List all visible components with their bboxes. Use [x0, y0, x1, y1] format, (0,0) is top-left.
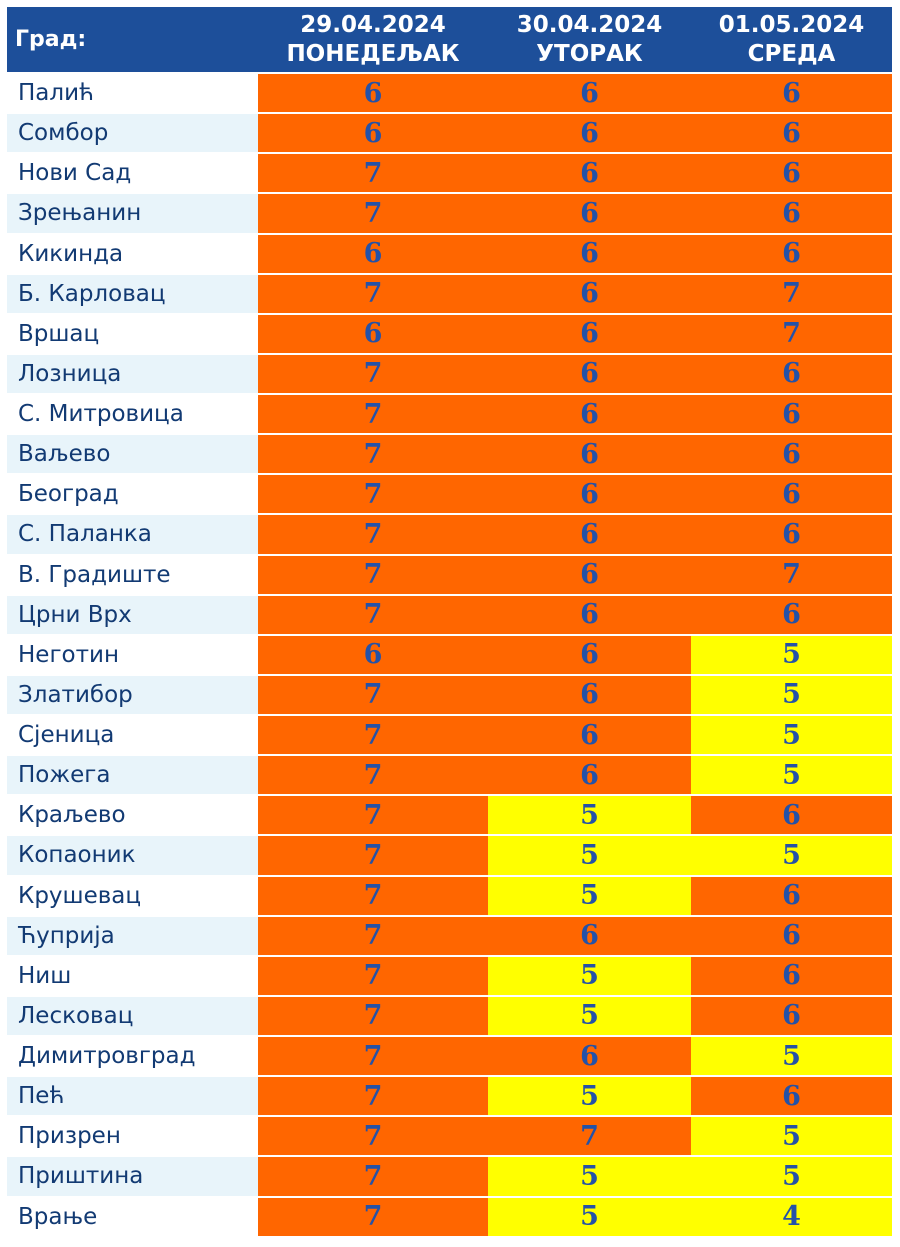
uv-value-cell: 7: [258, 997, 488, 1037]
day-weekday: СРЕДА: [747, 40, 836, 67]
uv-value-cell: 5: [488, 1077, 691, 1117]
uv-value-cell: 5: [691, 1037, 892, 1077]
table-row: [7, 957, 892, 997]
table-row: [7, 275, 892, 315]
uv-value-cell: 6: [691, 877, 892, 917]
uv-value-cell: 7: [258, 435, 488, 475]
city-name: Врање: [7, 1198, 258, 1238]
city-name: Сомбор: [7, 114, 258, 154]
city-name: В. Градиште: [7, 556, 258, 596]
table-header-row: [7, 7, 892, 74]
table-row: [7, 395, 892, 435]
uv-value-cell: 7: [258, 877, 488, 917]
city-name: Вршац: [7, 315, 258, 355]
city-name: Краљево: [7, 796, 258, 836]
uv-value-cell: 6: [691, 515, 892, 555]
uv-value-cell: 6: [488, 74, 691, 114]
uv-value-cell: 5: [691, 1157, 892, 1197]
table-row: [7, 796, 892, 836]
uv-value-cell: 6: [691, 475, 892, 515]
table-row: [7, 74, 892, 114]
uv-value-cell: 7: [258, 194, 488, 234]
table-row: [7, 1037, 892, 1077]
uv-value-cell: 7: [258, 475, 488, 515]
uv-value-cell: 6: [488, 596, 691, 636]
uv-value-cell: 7: [258, 556, 488, 596]
uv-value-cell: 5: [488, 877, 691, 917]
uv-value-cell: 7: [258, 1117, 488, 1157]
uv-value-cell: 6: [691, 796, 892, 836]
uv-value-cell: 5: [488, 836, 691, 876]
day-date: 01.05.2024: [718, 11, 865, 38]
table-row: [7, 636, 892, 676]
uv-value-cell: 7: [488, 1117, 691, 1157]
table-row: [7, 235, 892, 275]
uv-value-cell: 7: [258, 756, 488, 796]
city-name: С. Митровица: [7, 395, 258, 435]
table-body: [7, 74, 892, 1238]
table-row: [7, 556, 892, 596]
table-row: [7, 114, 892, 154]
city-column-header: Град:: [7, 7, 258, 74]
table-row: [7, 194, 892, 234]
uv-value-cell: 6: [488, 435, 691, 475]
uv-value-cell: 6: [488, 275, 691, 315]
uv-value-cell: 6: [488, 756, 691, 796]
day-date: 29.04.2024: [300, 11, 446, 38]
uv-value-cell: 6: [691, 997, 892, 1037]
city-name: Кикинда: [7, 235, 258, 275]
uv-value-cell: 6: [691, 917, 892, 957]
uv-value-cell: 6: [691, 596, 892, 636]
day-date: 30.04.2024: [516, 11, 663, 38]
city-name: Ниш: [7, 957, 258, 997]
uv-value-cell: 6: [691, 154, 892, 194]
uv-value-cell: 7: [258, 515, 488, 555]
uv-value-cell: 6: [691, 957, 892, 997]
city-name: Лозница: [7, 355, 258, 395]
uv-value-cell: 6: [488, 515, 691, 555]
uv-value-cell: 6: [691, 355, 892, 395]
uv-value-cell: 6: [488, 154, 691, 194]
uv-value-cell: 6: [258, 235, 488, 275]
uv-value-cell: 6: [488, 194, 691, 234]
uv-value-cell: 5: [691, 836, 892, 876]
city-name: Сјеница: [7, 716, 258, 756]
city-name: Ћуприја: [7, 917, 258, 957]
city-name: Пожега: [7, 756, 258, 796]
city-name: Б. Карловац: [7, 275, 258, 315]
city-name: С. Паланка: [7, 515, 258, 555]
city-name: Палић: [7, 74, 258, 114]
table-row: [7, 1157, 892, 1197]
uv-value-cell: 5: [691, 636, 892, 676]
uv-value-cell: 7: [258, 1198, 488, 1238]
table-row: [7, 596, 892, 636]
day-column-header: [258, 7, 488, 74]
city-name: Призрен: [7, 1117, 258, 1157]
uv-value-cell: 6: [258, 114, 488, 154]
table-row: [7, 676, 892, 716]
uv-value-cell: 4: [691, 1198, 892, 1238]
uv-value-cell: 6: [488, 636, 691, 676]
table-row: [7, 756, 892, 796]
uv-value-cell: 7: [258, 716, 488, 756]
uv-value-cell: 5: [488, 1198, 691, 1238]
city-name: Пећ: [7, 1077, 258, 1117]
city-name: Зрењанин: [7, 194, 258, 234]
uv-value-cell: 7: [258, 596, 488, 636]
city-name: Приштина: [7, 1157, 258, 1197]
table-row: [7, 836, 892, 876]
uv-index-table: [7, 7, 892, 1238]
table-row: [7, 435, 892, 475]
uv-value-cell: 7: [691, 556, 892, 596]
uv-value-cell: 6: [691, 194, 892, 234]
uv-value-cell: 7: [258, 395, 488, 435]
table-row: [7, 997, 892, 1037]
uv-value-cell: 7: [258, 1037, 488, 1077]
uv-value-cell: 6: [258, 315, 488, 355]
uv-value-cell: 6: [258, 636, 488, 676]
uv-value-cell: 6: [488, 315, 691, 355]
table-row: [7, 716, 892, 756]
uv-value-cell: 6: [488, 395, 691, 435]
city-name: Неготин: [7, 636, 258, 676]
day-column-header: [691, 7, 892, 74]
day-weekday: УТОРАК: [536, 40, 643, 67]
uv-value-cell: 7: [258, 275, 488, 315]
city-name: Копаоник: [7, 836, 258, 876]
uv-value-cell: 6: [691, 114, 892, 154]
uv-value-cell: 6: [691, 435, 892, 475]
uv-value-cell: 7: [258, 676, 488, 716]
city-name: Ваљево: [7, 435, 258, 475]
table-row: [7, 154, 892, 194]
uv-value-cell: 6: [488, 475, 691, 515]
day-weekday: ПОНЕДЕЉАК: [286, 40, 460, 67]
uv-value-cell: 6: [488, 716, 691, 756]
uv-value-cell: 7: [258, 154, 488, 194]
uv-value-cell: 5: [488, 1157, 691, 1197]
uv-value-cell: 7: [258, 1157, 488, 1197]
uv-value-cell: 7: [691, 275, 892, 315]
table-row: [7, 917, 892, 957]
table-row: [7, 1077, 892, 1117]
uv-value-cell: 6: [258, 74, 488, 114]
city-name: Нови Сад: [7, 154, 258, 194]
table-row: [7, 1198, 892, 1238]
uv-value-cell: 6: [488, 235, 691, 275]
uv-value-cell: 6: [488, 1037, 691, 1077]
table-row: [7, 355, 892, 395]
uv-value-cell: 6: [691, 1077, 892, 1117]
day-column-header: [488, 7, 691, 74]
table-row: [7, 475, 892, 515]
city-name: Лесковац: [7, 997, 258, 1037]
uv-value-cell: 5: [691, 1117, 892, 1157]
uv-value-cell: 6: [691, 395, 892, 435]
city-name: Димитровград: [7, 1037, 258, 1077]
uv-value-cell: 7: [258, 796, 488, 836]
uv-value-cell: 6: [691, 74, 892, 114]
city-name: Крушевац: [7, 877, 258, 917]
uv-value-cell: 7: [258, 836, 488, 876]
uv-value-cell: 5: [488, 957, 691, 997]
uv-value-cell: 6: [488, 355, 691, 395]
table-row: [7, 1117, 892, 1157]
uv-value-cell: 5: [691, 716, 892, 756]
uv-value-cell: 5: [488, 997, 691, 1037]
uv-value-cell: 7: [258, 355, 488, 395]
uv-value-cell: 6: [488, 556, 691, 596]
uv-value-cell: 6: [691, 235, 892, 275]
city-name: Златибор: [7, 676, 258, 716]
uv-value-cell: 6: [488, 114, 691, 154]
uv-value-cell: 7: [258, 957, 488, 997]
uv-value-cell: 6: [488, 676, 691, 716]
uv-value-cell: 5: [691, 676, 892, 716]
uv-value-cell: 7: [258, 1077, 488, 1117]
table-row: [7, 877, 892, 917]
city-name: Црни Врх: [7, 596, 258, 636]
table-row: [7, 315, 892, 355]
uv-value-cell: 7: [258, 917, 488, 957]
uv-value-cell: 5: [691, 756, 892, 796]
uv-value-cell: 7: [691, 315, 892, 355]
table-row: [7, 515, 892, 555]
city-name: Београд: [7, 475, 258, 515]
uv-value-cell: 6: [488, 917, 691, 957]
uv-value-cell: 5: [488, 796, 691, 836]
